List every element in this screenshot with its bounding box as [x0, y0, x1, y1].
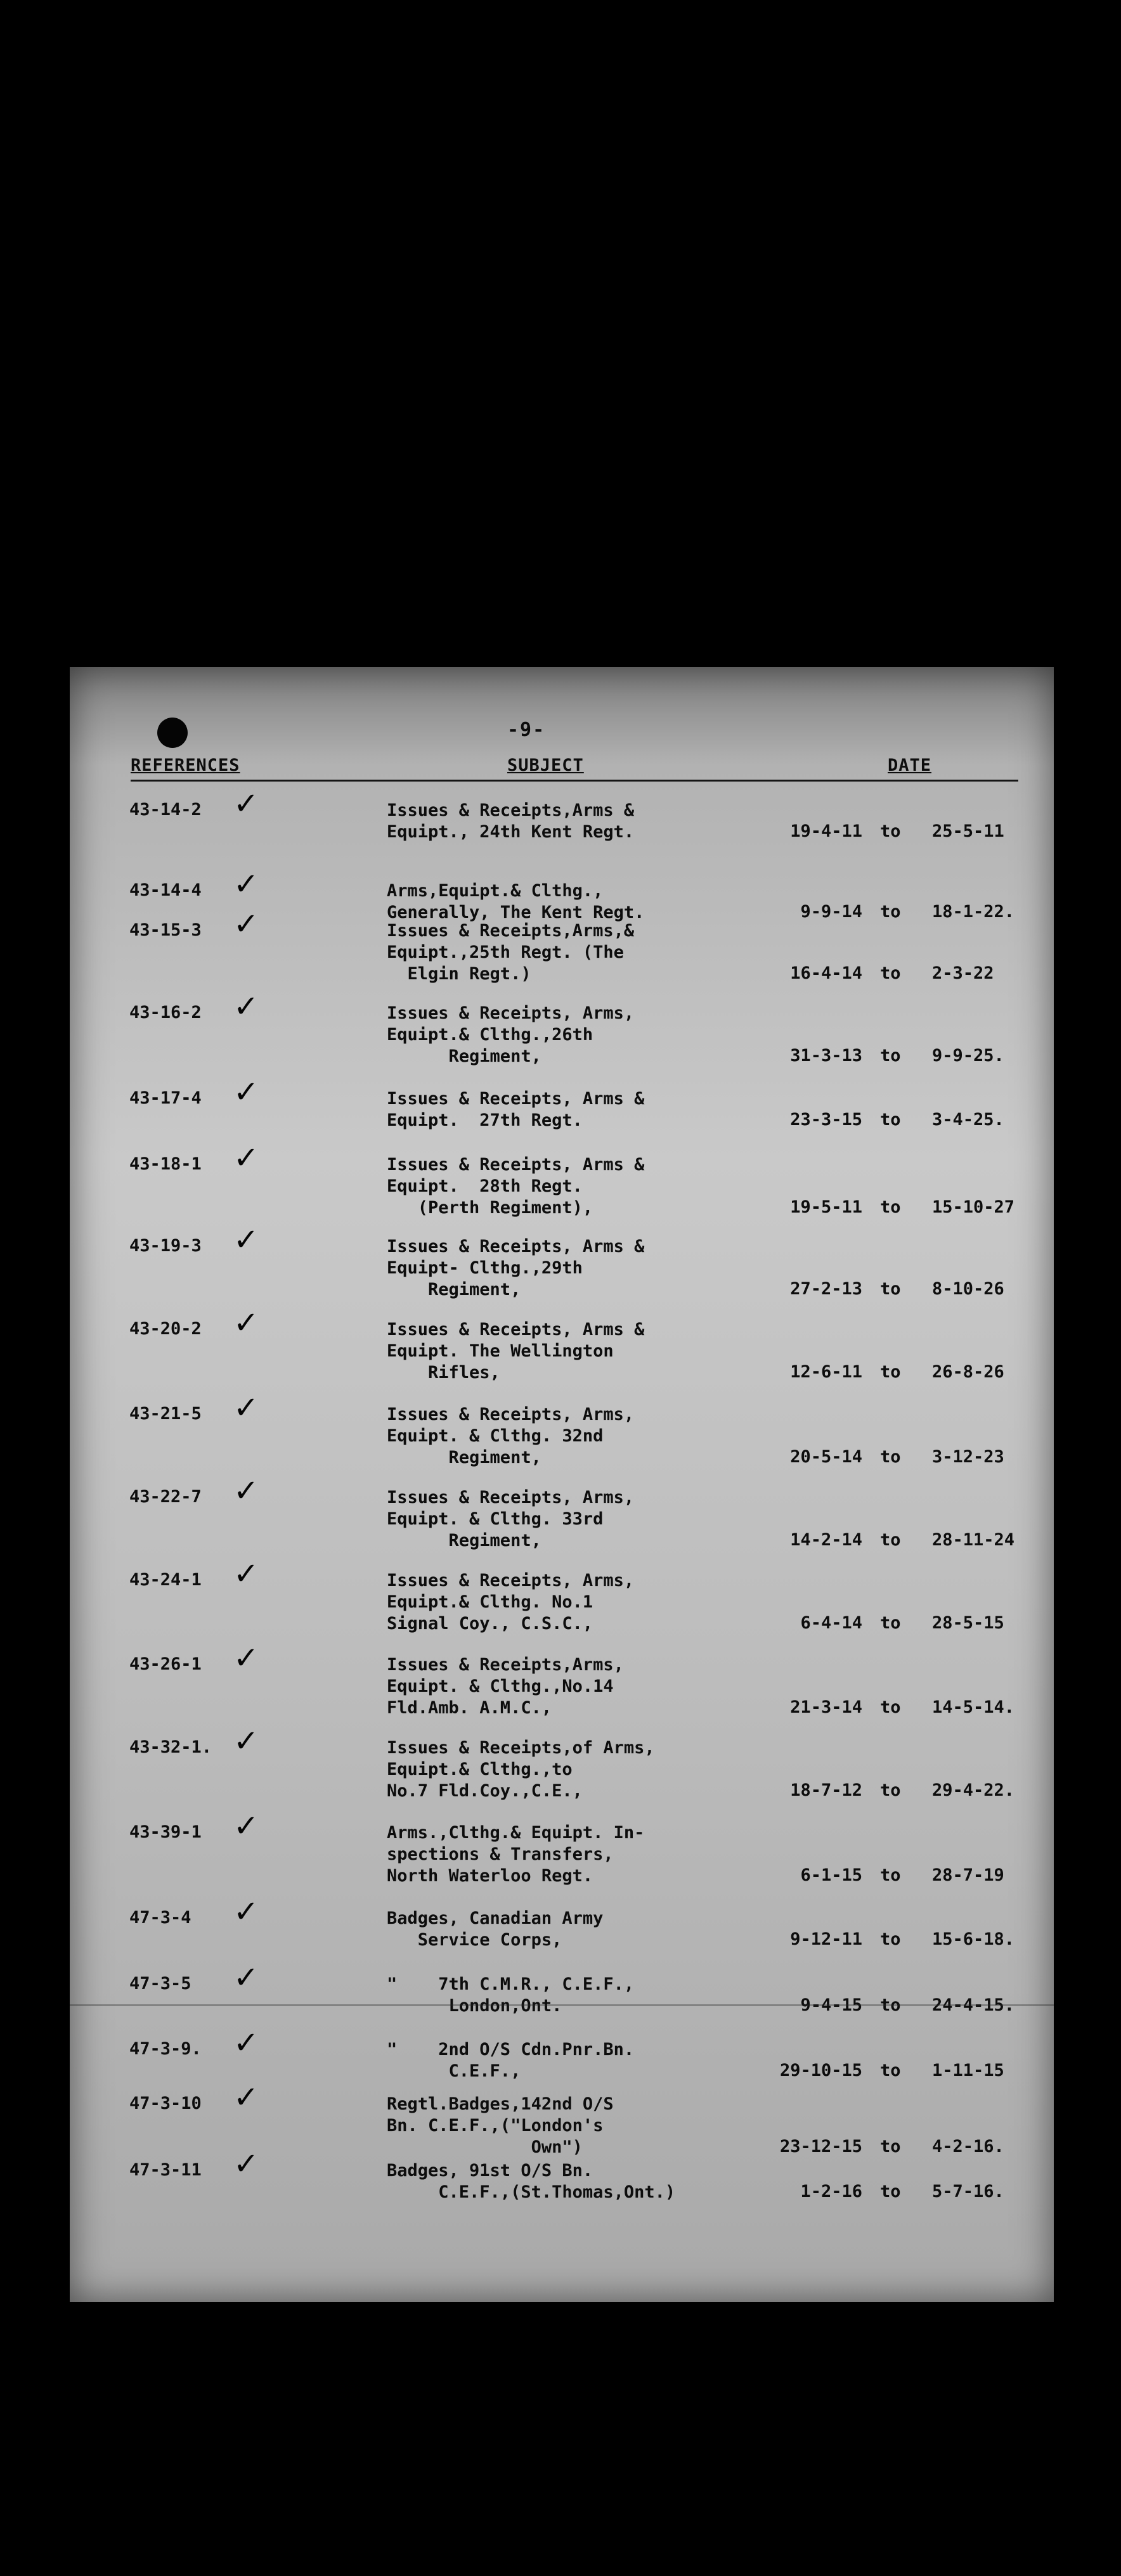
table-row: [70, 1305, 1054, 1382]
subject-line: Issues & Receipts,Arms &: [387, 801, 635, 820]
reference-number: 43-22-7: [129, 1487, 202, 1507]
date-until: 2-3-22: [932, 963, 994, 983]
reference-number: 47-3-9.: [129, 2039, 202, 2059]
date-from: 29-10-15: [779, 2061, 862, 2080]
date-separator: to: [880, 963, 901, 983]
reference-number: 43-26-1: [129, 1654, 202, 1674]
date-separator: to: [880, 1865, 901, 1885]
subject-line: " 7th C.M.R., C.E.F.,: [387, 1974, 635, 1994]
subject-text: [387, 1974, 767, 2017]
page-number: -9-: [507, 719, 546, 741]
subject-line: Equipt. & Clthg.,No.14: [387, 1677, 614, 1696]
subject-text: [387, 1487, 767, 1552]
table-row: [70, 1640, 1054, 1718]
date-header: DATE: [888, 756, 932, 775]
date-from: 19-4-11: [790, 821, 862, 841]
table-row: [70, 786, 1054, 842]
checkmark-icon: ✓: [233, 1390, 259, 1426]
reference-number: 47-3-10: [129, 2094, 202, 2113]
checkmark-icon: ✓: [233, 1960, 259, 1995]
subject-line: C.E.F.,(St.Thomas,Ont.): [387, 2182, 676, 2202]
date-separator: to: [880, 2182, 901, 2201]
date-separator: to: [880, 902, 901, 922]
date-separator: to: [880, 1279, 901, 1299]
date-until: 15-10-27: [932, 1197, 1015, 1217]
checkmark-icon: ✓: [233, 1222, 259, 1258]
header-rule: [131, 780, 1018, 782]
subject-text: [387, 1319, 767, 1384]
date-from: 9-12-11: [790, 1929, 862, 1949]
table-row: [70, 1390, 1054, 1467]
date-until: 26-8-26: [932, 1362, 1004, 1382]
date-until: 4-2-16.: [932, 2137, 1004, 2156]
subject-text: [387, 880, 767, 924]
date-until: 9-9-25.: [932, 1046, 1004, 1066]
subject-line: Rifles,: [387, 1363, 500, 1382]
subject-text: [387, 1908, 767, 1951]
subject-line: C.E.F.,: [387, 2061, 521, 2081]
date-from: 12-6-11: [790, 1362, 862, 1382]
document-page: [70, 667, 1054, 2302]
subject-line: Issues & Receipts, Arms &: [387, 1320, 645, 1339]
subject-line: Issues & Receipts, Arms,: [387, 1571, 635, 1590]
checkmark-icon: ✓: [233, 1556, 259, 1592]
date-from: 9-4-15: [800, 1995, 862, 2015]
subject-text: [387, 920, 767, 985]
table-row: [70, 1894, 1054, 1950]
date-until: 8-10-26: [932, 1279, 1004, 1299]
reference-number: 43-18-1: [129, 1154, 202, 1174]
subject-line: Equipt., 24th Kent Regt.: [387, 822, 635, 842]
date-separator: to: [880, 1530, 901, 1550]
date-from: 31-3-13: [790, 1046, 862, 1066]
subject-line: Equipt.,25th Regt. (The: [387, 943, 624, 962]
subject-line: Bn. C.E.F.,("London's: [387, 2116, 604, 2135]
date-separator: to: [880, 821, 901, 841]
date-separator: to: [880, 2061, 901, 2080]
subject-text: [387, 1236, 767, 1301]
date-until: 1-11-15: [932, 2061, 1004, 2080]
subject-line: Regtl.Badges,142nd O/S: [387, 2094, 614, 2114]
punch-hole: [157, 718, 188, 748]
table-row: [70, 1473, 1054, 1550]
subject-line: Own"): [387, 2137, 583, 2157]
subject-line: Badges, Canadian Army: [387, 1909, 604, 1928]
checkmark-icon: ✓: [233, 1140, 259, 1176]
table-row: [70, 1140, 1054, 1218]
reference-number: 43-14-4: [129, 880, 202, 900]
table-row: [70, 1556, 1054, 1633]
subject-line: Arms.,Clthg.& Equipt. In-: [387, 1823, 645, 1843]
table-row: [70, 866, 1054, 922]
date-from: 9-9-14: [800, 902, 862, 922]
date-from: 16-4-14: [790, 963, 862, 983]
date-until: 3-12-23: [932, 1447, 1004, 1467]
reference-number: 43-24-1: [129, 1570, 202, 1590]
subject-text: [387, 1570, 767, 1635]
subject-line: Elgin Regt.): [387, 964, 531, 984]
checkmark-icon: ✓: [233, 2146, 259, 2182]
reference-number: 43-14-2: [129, 800, 202, 820]
date-separator: to: [880, 2137, 901, 2156]
date-until: 14-5-14.: [932, 1697, 1015, 1717]
reference-number: 43-17-4: [129, 1088, 202, 1108]
subject-line: Equipt. 27th Regt.: [387, 1111, 583, 1130]
date-separator: to: [880, 1197, 901, 1217]
table-row: [70, 2080, 1054, 2157]
subject-line: Issues & Receipts,Arms,&: [387, 921, 635, 941]
subject-line: Arms,Equipt.& Clthg.,: [387, 881, 604, 901]
date-from: 1-2-16: [800, 2182, 862, 2201]
date-from: 21-3-14: [790, 1697, 862, 1717]
date-until: 28-11-24: [932, 1530, 1015, 1550]
subject-line: North Waterloo Regt.: [387, 1866, 593, 1886]
reference-number: 43-19-3: [129, 1236, 202, 1256]
date-separator: to: [880, 1929, 901, 1949]
checkmark-icon: ✓: [233, 1074, 259, 1110]
reference-number: 43-32-1.: [129, 1737, 212, 1757]
subject-line: Equipt. The Wellington: [387, 1341, 614, 1361]
table-row: [70, 1074, 1054, 1130]
date-separator: to: [880, 1362, 901, 1382]
date-separator: to: [880, 1613, 901, 1633]
subject-text: [387, 1737, 767, 1802]
subject-line: spections & Transfers,: [387, 1845, 614, 1864]
checkmark-icon: ✓: [233, 1305, 259, 1341]
date-until: 18-1-22.: [932, 902, 1015, 922]
reference-number: 43-20-2: [129, 1319, 202, 1339]
subject-line: Equipt. 28th Regt.: [387, 1176, 583, 1196]
date-separator: to: [880, 1447, 901, 1467]
subject-line: London,Ont.: [387, 1996, 562, 2016]
subject-line: Badges, 91st O/S Bn.: [387, 2161, 593, 2180]
subject-text: [387, 1003, 767, 1067]
subject-line: Regiment,: [387, 1531, 541, 1550]
checkmark-icon: ✓: [233, 2025, 259, 2061]
date-until: 28-7-19: [932, 1865, 1004, 1885]
subject-line: Equipt.& Clthg.,to: [387, 1760, 573, 1779]
date-from: 18-7-12: [790, 1781, 862, 1800]
date-from: 23-3-15: [790, 1110, 862, 1130]
date-from: 23-12-15: [779, 2137, 862, 2156]
reference-number: 47-3-11: [129, 2160, 202, 2180]
subject-text: [387, 1088, 767, 1131]
reference-number: 43-21-5: [129, 1404, 202, 1424]
subject-line: Equipt. & Clthg. 33rd: [387, 1509, 604, 1529]
subject-line: Issues & Receipts,Arms,: [387, 1655, 624, 1675]
subject-text: [387, 1654, 767, 1719]
subject-line: Issues & Receipts, Arms,: [387, 1405, 635, 1424]
date-separator: to: [880, 1781, 901, 1800]
date-until: 15-6-18.: [932, 1929, 1015, 1949]
date-until: 5-7-16.: [932, 2182, 1004, 2201]
subject-text: [387, 1822, 767, 1887]
date-separator: to: [880, 1995, 901, 2015]
reference-number: 43-16-2: [129, 1003, 202, 1022]
subject-text: [387, 800, 767, 843]
checkmark-icon: ✓: [233, 1473, 259, 1509]
subject-line: Regiment,: [387, 1046, 541, 1066]
date-separator: to: [880, 1046, 901, 1066]
subject-line: Service Corps,: [387, 1930, 562, 1950]
table-row: [70, 1808, 1054, 1886]
subject-line: Generally, The Kent Regt.: [387, 903, 645, 922]
date-from: 19-5-11: [790, 1197, 862, 1217]
date-until: 29-4-22.: [932, 1781, 1015, 1800]
subject-line: Issues & Receipts, Arms &: [387, 1237, 645, 1256]
subject-line: Signal Coy., C.S.C.,: [387, 1614, 593, 1633]
subject-line: Issues & Receipts,of Arms,: [387, 1738, 655, 1758]
checkmark-icon: ✓: [233, 1640, 259, 1676]
subject-line: (Perth Regiment),: [387, 1198, 593, 1218]
date-until: 25-5-11: [932, 821, 1004, 841]
date-until: 24-4-15.: [932, 1995, 1015, 2015]
table-row: [70, 989, 1054, 1066]
subject-line: Issues & Receipts, Arms &: [387, 1089, 645, 1109]
checkmark-icon: ✓: [233, 786, 259, 821]
checkmark-icon: ✓: [233, 906, 259, 942]
subject-text: [387, 2094, 767, 2158]
date-from: 6-1-15: [800, 1865, 862, 1885]
checkmark-icon: ✓: [233, 1894, 259, 1929]
subject-line: No.7 Fld.Coy.,C.E.,: [387, 1781, 583, 1801]
subject-line: Equipt- Clthg.,29th: [387, 1258, 583, 1278]
subject-line: Issues & Receipts, Arms,: [387, 1003, 635, 1023]
table-row: [70, 1960, 1054, 2016]
table-row: [70, 2025, 1054, 2081]
subject-text: [387, 1154, 767, 1219]
checkmark-icon: ✓: [233, 866, 259, 902]
date-until: 3-4-25.: [932, 1110, 1004, 1130]
date-until: 28-5-15: [932, 1613, 1004, 1633]
subject-line: Fld.Amb. A.M.C.,: [387, 1698, 552, 1718]
references-header: REFERENCES: [131, 756, 240, 775]
subject-text: [387, 2160, 767, 2203]
table-row: [70, 1723, 1054, 1801]
date-from: 14-2-14: [790, 1530, 862, 1550]
checkmark-icon: ✓: [233, 1723, 259, 1759]
reference-number: 47-3-5: [129, 1974, 191, 1993]
subject-line: Issues & Receipts, Arms &: [387, 1155, 645, 1175]
reference-number: 47-3-4: [129, 1908, 191, 1928]
checkmark-icon: ✓: [233, 2080, 259, 2115]
subject-line: Regiment,: [387, 1448, 541, 1467]
date-separator: to: [880, 1697, 901, 1717]
table-row: [70, 1222, 1054, 1299]
subject-line: Equipt.& Clthg.,26th: [387, 1025, 593, 1045]
subject-header: SUBJECT: [507, 756, 584, 775]
subject-line: Regiment,: [387, 1280, 521, 1299]
subject-text: [387, 1404, 767, 1469]
subject-line: Equipt. & Clthg. 32nd: [387, 1426, 604, 1446]
subject-line: Issues & Receipts, Arms,: [387, 1488, 635, 1507]
checkmark-icon: ✓: [233, 989, 259, 1024]
checkmark-icon: ✓: [233, 1808, 259, 1844]
reference-number: 43-39-1: [129, 1822, 202, 1842]
date-from: 20-5-14: [790, 1447, 862, 1467]
subject-line: " 2nd O/S Cdn.Pnr.Bn.: [387, 2040, 635, 2059]
date-from: 27-2-13: [790, 1279, 862, 1299]
date-from: 6-4-14: [800, 1613, 862, 1633]
date-separator: to: [880, 1110, 901, 1130]
subject-text: [387, 2039, 767, 2082]
subject-line: Equipt.& Clthg. No.1: [387, 1592, 593, 1612]
reference-number: 43-15-3: [129, 920, 202, 940]
